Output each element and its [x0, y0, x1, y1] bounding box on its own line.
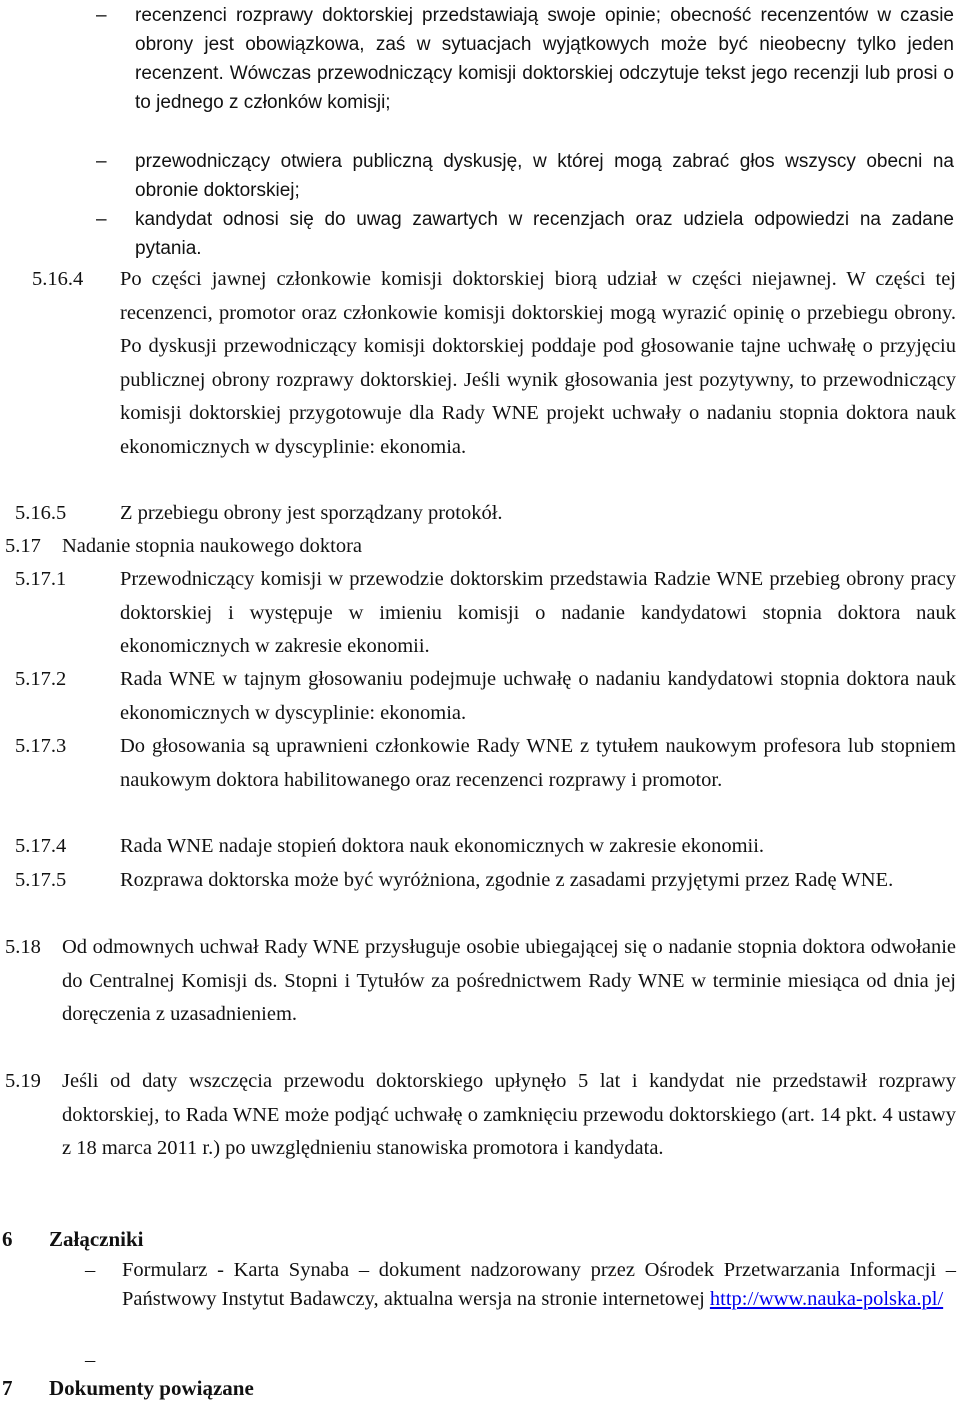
- clause-text: Po części jawnej członkowie komisji doktorskiej biorą udział w części niejawnej. W części tej recenzenci, promotor oraz członkowie komisji doktorskiej mogą wyrazić opinię o przebiegu obrony. Po dyskusji przewodniczący komisji doktorskiej poddaje pod głosowanie tajne uchwałę o przyjęciu publicznej obrony rozprawy doktorskiej. Jeśli wynik głosowania jest pozytywny, to przewodniczący komisji doktorskiej przygotowuje dla Rady WNE projekt uchwały o nadaniu stopnia doktora nauk ekonomicznych w dyscyplinie: ekonomia.: [120, 268, 956, 458]
- dash-bullet: –: [85, 1349, 96, 1371]
- clause-number: 5.17.3: [15, 735, 67, 757]
- section-heading-7: [2, 1373, 602, 1403]
- clause-5-17-3: [0, 730, 960, 831]
- clause-5-17-2: [0, 663, 960, 730]
- clause-text: Od odmownych uchwał Rady WNE przysługuje osobie ubiegającej się o nadanie stopnia doktora odwołanie do Centralnej Komisji ds. Stopni i Tytułów za pośrednictwem Rady WNE w terminie miesiąca od dnia jej doręczenia z uzasadnieniem.: [62, 936, 956, 1025]
- clause-number: 5.17.5: [15, 869, 67, 891]
- clause-number: 5.17.1: [15, 568, 67, 590]
- dash-bullet: –: [96, 5, 107, 26]
- clause-number: 5.17.2: [15, 668, 67, 690]
- clause-5-17: [0, 530, 960, 564]
- section-number: 6: [2, 1227, 13, 1251]
- clause-5-16-5: [0, 497, 960, 531]
- clause-5-19: [0, 1065, 960, 1199]
- clause-text: Jeśli od daty wszczęcia przewodu doktorskiego upłynęło 5 lat i kandydat nie przedstawił rozprawy doktorskiej, to Rada WNE może podjąć uchwałę o zamknięciu przewodu doktorskiego (art. 14 pkt. 4 ustawy z 18 marca 2011 r.) po uwzględnieniu stanowiska promotora i kandydata.: [62, 1070, 956, 1159]
- nauka-polska-link[interactable]: http://www.nauka-polska.pl/: [709, 1288, 944, 1310]
- dash-bullet: –: [96, 151, 107, 172]
- list-item-text: przewodniczący otwiera publiczną dyskusję, w której mogą zabrać głos wszyscy obecni na obronie doktorskiej;: [135, 151, 954, 201]
- clause-5-16-4: [0, 263, 960, 497]
- section-heading-6: [2, 1224, 602, 1254]
- clause-number: 5.17.4: [15, 835, 67, 857]
- list-item-text: recenzenci rozprawy doktorskiej przedstawiają swoje opinie; obecność recenzentów w czasie obrony jest obowiązkowa, zaś w sytuacjach wyjątkowych może być nieobecny tylko jeden recenzent. Wówczas przewodniczący komisji doktorskiej odczytuje tekst jego recenzji lub prosi o to jednego z członków komisji;: [135, 5, 954, 113]
- clause-5-18: [0, 931, 960, 1065]
- list-item: [96, 147, 956, 207]
- clause-text: Rada WNE w tajnym głosowaniu podejmuje uchwałę o nadaniu kandydatowi stopnia doktora nauk ekonomicznych w dyscyplinie: ekonomia.: [120, 668, 956, 724]
- clause-text: Rozprawa doktorska może być wyróżniona, zgodnie z zasadami przyjętymi przez Radę WNE.: [120, 869, 894, 891]
- dash-bullet: –: [96, 209, 107, 230]
- clause-number: 5.17: [5, 535, 41, 557]
- clause-number: 5.19: [5, 1070, 41, 1092]
- list-item-text: kandydat odnosi się do uwag zawartych w recenzjach oraz udziela odpowiedzi na zadane pytania.: [135, 209, 954, 259]
- attachment-text: Formularz - Karta Synaba – dokument nadzorowany przez Ośrodek Przetwarzania Informacji – Państwowy Instytut Badawczy, aktualna wersja na stronie internetowej: [122, 1259, 956, 1310]
- list-item: [96, 1, 956, 121]
- clause-number: 5.18: [5, 936, 41, 958]
- clause-text: Nadanie stopnia naukowego doktora: [62, 535, 363, 557]
- clause-5-17-4: [0, 830, 960, 864]
- empty-list-item: [85, 1346, 145, 1375]
- dash-bullet: –: [85, 1259, 96, 1281]
- section-title: Załączniki: [49, 1227, 144, 1251]
- clause-5-17-5: [0, 864, 960, 931]
- clause-number: 5.16.4: [32, 268, 84, 290]
- clause-text: Z przebiegu obrony jest sporządzany protokół.: [120, 502, 503, 524]
- list-item: [96, 205, 956, 265]
- section-title: Dokumenty powiązane: [49, 1376, 254, 1400]
- clause-number: 5.16.5: [15, 502, 67, 524]
- section-number: 7: [2, 1376, 13, 1400]
- clause-5-17-1: [0, 563, 960, 664]
- clause-text: Rada WNE nadaje stopień doktora nauk ekonomicznych w zakresie ekonomii.: [120, 835, 765, 857]
- attachment-list-item: [85, 1256, 956, 1346]
- clause-text: Do głosowania są uprawnieni członkowie Rady WNE z tytułem naukowym profesora lub stopniem naukowym doktora habilitowanego oraz recenzenci rozprawy i promotor.: [120, 735, 956, 791]
- attachment-text-block: [122, 1256, 956, 1314]
- clause-text: Przewodniczący komisji w przewodzie doktorskim przedstawia Radzie WNE przebieg obrony pracy doktorskiej i występuje w imieniu komisji o nadanie kandydatowi stopnia doktora nauk ekonomicznych w zakresie ekonomii.: [120, 568, 956, 657]
